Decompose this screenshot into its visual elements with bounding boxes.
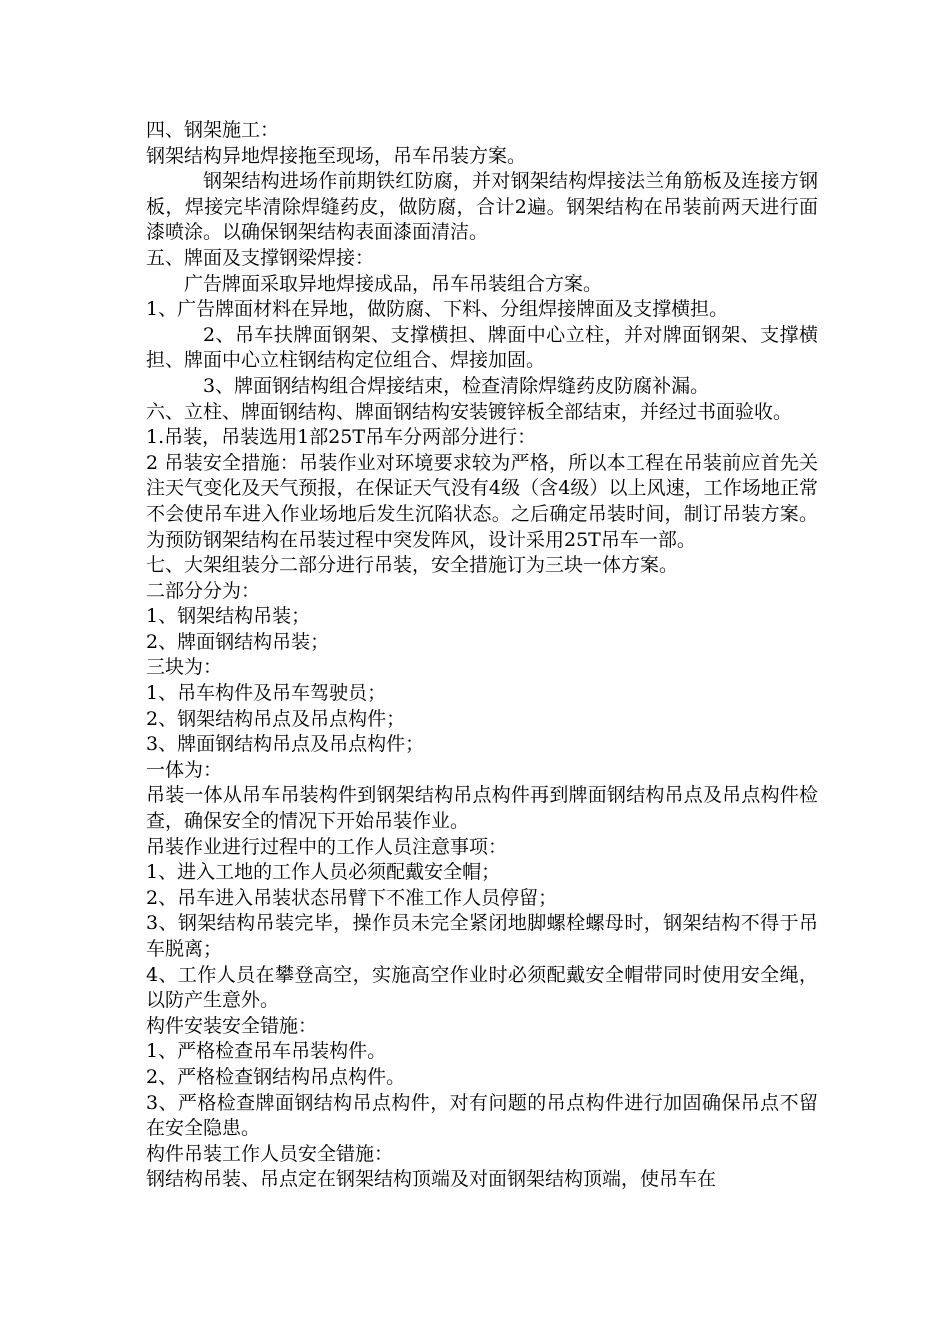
section-heading-assembly: 七、大架组装分二部分进行吊装，安全措施订为三块一体方案。 xyxy=(146,554,679,577)
paragraph: 钢结构吊装、吊点定在钢架结构顶端及对面钢架结构顶端，使吊车在 xyxy=(146,1168,717,1191)
paragraph: 钢架结构进场作前期铁红防腐，并对钢架结构焊接法兰角筋板及连接方钢板，焊接完毕清除焊缝药皮，做防腐，合计2遍。钢架结构在吊装前两天进行面漆喷涂。以确保钢架结构表面漆面清洁。 xyxy=(146,170,818,244)
list-item: 1、吊车构件及吊车驾驶员； xyxy=(146,682,387,705)
paragraph: 钢架结构异地焊接拖至现场，吊车吊装方案。 xyxy=(146,144,527,167)
list-item: 1、严格检查吊车吊装构件。 xyxy=(146,1040,387,1063)
list-item: 1、广告牌面材料在异地，做防腐、下料、分组焊接牌面及支撑横担。 xyxy=(146,298,729,321)
document-page xyxy=(146,118,818,1193)
list-item: 3、严格检查牌面钢结构吊点构件，对有问题的吊点构件进行加固确保吊点不留在安全隐患。 xyxy=(146,1091,818,1140)
paragraph: 吊装作业进行过程中的工作人员注意事项： xyxy=(146,835,508,858)
list-item: 2、吊车进入吊装状态吊臂下不准工作人员停留； xyxy=(146,886,558,909)
list-item: 2、钢架结构吊点及吊点构件； xyxy=(146,707,406,730)
list-item: 4、工作人员在攀登高空，实施高空作业时必须配戴安全帽带同时使用安全绳，以防产生意外。 xyxy=(146,963,818,1012)
paragraph: 构件吊装工作人员安全错施： xyxy=(146,1142,394,1165)
list-item: 3、牌面钢结构组合焊接结束，检查清除焊缝药皮防腐补漏。 xyxy=(203,374,710,397)
section-heading-columns: 六、立柱、牌面钢结构、牌面钢结构安装镀锌板全部结束，并经过书面验收。 xyxy=(146,400,793,423)
list-item: 2、吊车扶牌面钢架、支撑横担、牌面中心立柱，并对牌面钢架、支撑横担、牌面中心立柱钢结构定位组合、焊接加固。 xyxy=(146,323,818,372)
list-item: 1、进入工地的工作人员必须配戴安全帽； xyxy=(146,861,501,884)
list-item: 1、钢架结构吊装； xyxy=(146,605,311,628)
section-heading-steel-frame: 四、钢架施工： xyxy=(146,119,280,141)
list-item: 3、牌面钢结构吊点及吊点构件； xyxy=(146,733,425,756)
list-item: 3、钢架结构吊装完毕，操作员未完全紧闭地脚螺栓螺母时，钢架结构不得于吊车脱离； xyxy=(146,912,818,960)
list-item: 2、牌面钢结构吊装； xyxy=(146,630,330,653)
paragraph: 广告牌面采取异地焊接成品，吊车吊装组合方案。 xyxy=(184,272,603,295)
paragraph: 三块为： xyxy=(146,656,223,679)
list-item: 1.吊装，吊装选用1部25T吊车分两部分进行： xyxy=(146,426,537,449)
paragraph: 吊装一体从吊车吊装构件到钢架结构吊点构件再到牌面钢结构吊点及吊点构件检查，确保安全的情况下开始吊装作业。 xyxy=(146,784,818,833)
list-item: 2 吊装安全措施：吊装作业对环境要求较为严格，所以本工程在吊装前应首先关注天气变化及天气预报，在保证天气没有4级（含4级）以上风速，工作场地正常不会使吊车进入作业场地后发生沉陷状态。之后确定吊装时间，制订吊装方案。为预防钢架结构在吊装过程中突发阵风，设计采用25T吊车一部。 xyxy=(146,451,818,551)
paragraph: 一体为： xyxy=(146,758,223,781)
paragraph: 二部分分为： xyxy=(146,579,261,602)
section-heading-sign-face: 五、牌面及支撑钢梁焊接： xyxy=(146,246,375,269)
list-item: 2、严格检查钢结构吊点构件。 xyxy=(146,1065,406,1088)
paragraph: 构件安装安全错施： xyxy=(146,1014,318,1037)
